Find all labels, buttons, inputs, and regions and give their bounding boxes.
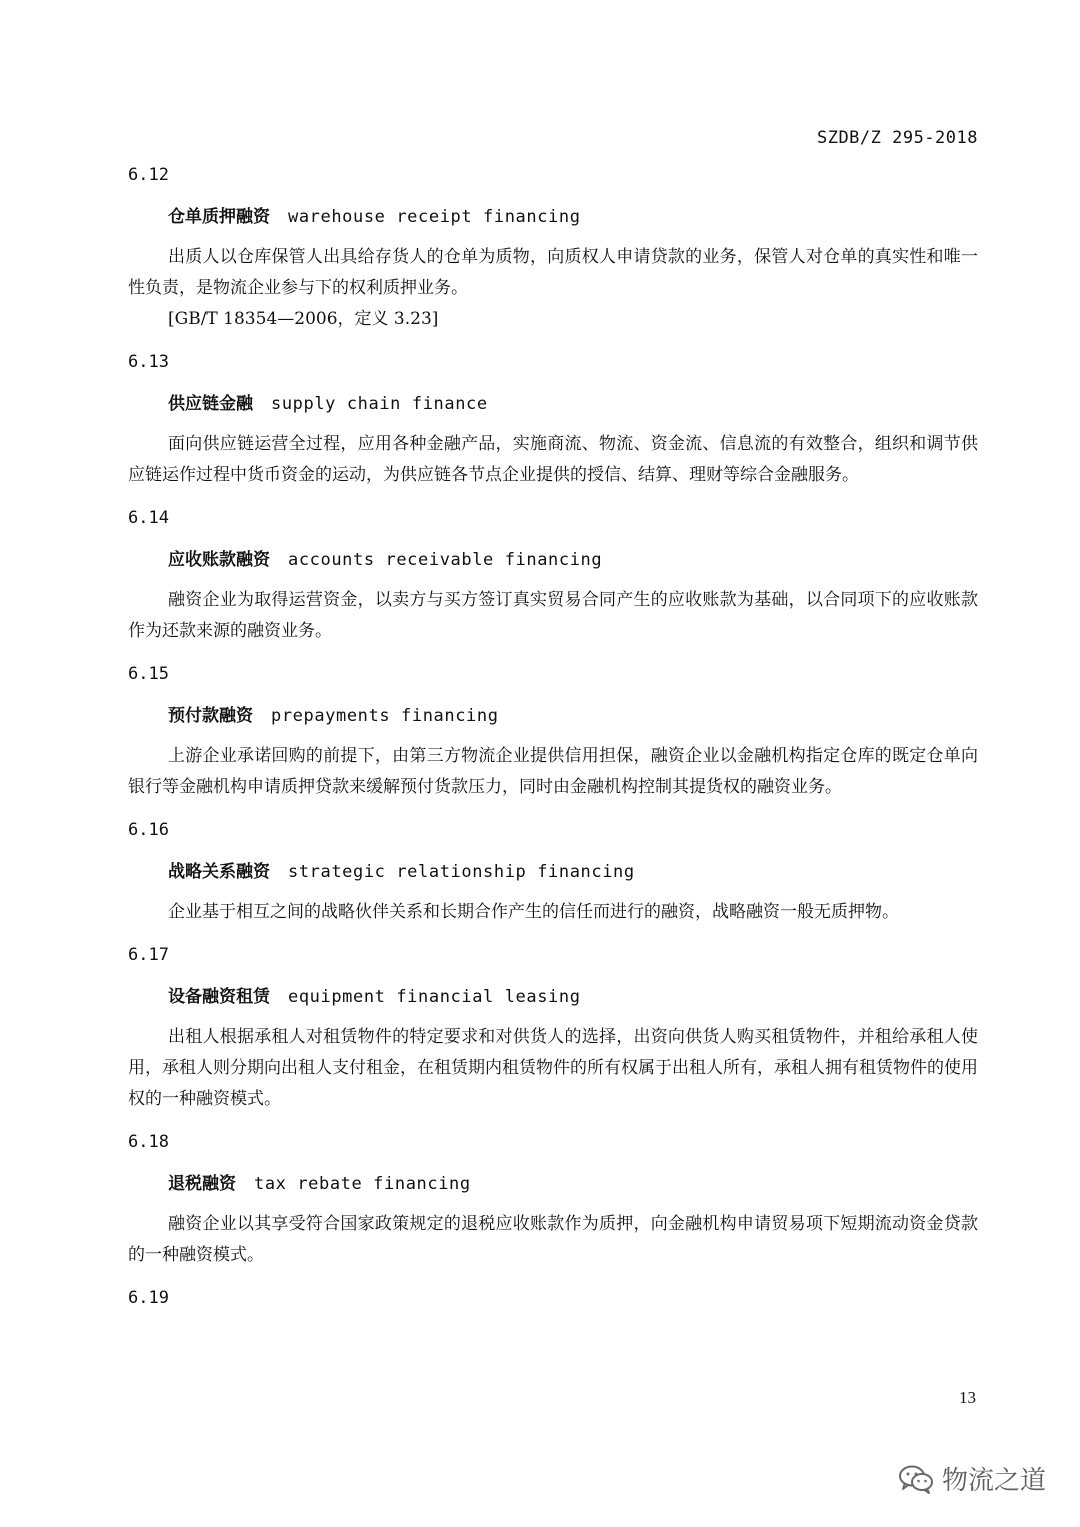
clause-number: 6.16 [128, 820, 169, 840]
term-title [128, 1169, 978, 1199]
term-definition: 面向供应链运营全过程，应用各种金融产品，实施商流、物流、资金流、信息流的有效整合，组织和调节供应链运作过程中货币资金的运动，为供应链各节点企业提供的授信、结算、理财等综合金融服务。 [128, 434, 978, 485]
term-entry-6-17 [128, 940, 978, 1115]
term-chinese: 预付款融资 [168, 706, 253, 726]
term-english: strategic relationship financing [288, 862, 635, 882]
term-definition: 出质人以仓库保管人出具给存货人的仓单为质物，向质权人申请贷款的业务，保管人对仓单的真实性和唯一性负责，是物流企业参与下的权利质押业务。 [128, 247, 978, 298]
term-entry-6-12 [128, 160, 978, 335]
term-title [128, 701, 978, 731]
term-english: warehouse receipt financing [288, 207, 581, 227]
term-entry-6-15 [128, 659, 978, 803]
document-code: SZDB/Z 295-2018 [816, 128, 978, 148]
clause-number: 6.17 [128, 945, 169, 965]
term-entry-6-13 [128, 347, 978, 491]
term-definition: 出租人根据承租人对租赁物件的特定要求和对供货人的选择，出资向供货人购买租赁物件，并租给承租人使用，承租人则分期向出租人支付租金，在租赁期内租赁物件的所有权属于出租人所有，承租人拥有租赁物件的使用权的一种融资模式。 [128, 1027, 978, 1109]
clause-number-next: 6.19 [128, 1288, 169, 1308]
watermark-text: 物流之道 [941, 1466, 1046, 1496]
term-entry-6-18 [128, 1127, 978, 1271]
term-english: supply chain finance [271, 394, 488, 414]
term-definition: 上游企业承诺回购的前提下，由第三方物流企业提供信用担保，融资企业以金融机构指定仓库的既定仓单向银行等金融机构申请质押贷款来缓解预付货款压力，同时由金融机构控制其提货权的融资业务。 [128, 746, 978, 797]
term-title [128, 545, 978, 575]
watermark [898, 1460, 1046, 1497]
term-entry-6-14 [128, 503, 978, 647]
clause-number: 6.15 [128, 664, 169, 684]
term-reference: [GB/T 18354—2006，定义 3.23] [168, 309, 439, 329]
term-definition: 融资企业为取得运营资金，以卖方与买方签订真实贸易合同产生的应收账款为基础，以合同项下的应收账款作为还款来源的融资业务。 [128, 590, 978, 641]
term-title [128, 857, 978, 887]
term-english: prepayments financing [271, 706, 499, 726]
page-number: 13 [959, 1388, 976, 1407]
term-definition: 企业基于相互之间的战略伙伴关系和长期合作产生的信任而进行的融资，战略融资一般无质押物。 [168, 902, 899, 922]
term-definition: 融资企业以其享受符合国家政策规定的退税应收账款作为质押，向金融机构申请贸易项下短期流动资金贷款的一种融资模式。 [128, 1214, 978, 1265]
term-chinese: 供应链金融 [168, 394, 253, 414]
clause-number: 6.12 [128, 165, 169, 185]
term-chinese: 应收账款融资 [168, 550, 270, 570]
clause-number: 6.13 [128, 352, 169, 372]
wechat-icon [898, 1464, 934, 1494]
term-title [128, 389, 978, 419]
clause-number: 6.14 [128, 508, 169, 528]
terms-section [128, 160, 978, 1325]
term-english: equipment financial leasing [288, 987, 581, 1007]
term-chinese: 退税融资 [168, 1174, 236, 1194]
term-title [128, 982, 978, 1012]
term-chinese: 仓单质押融资 [168, 207, 270, 227]
term-english: accounts receivable financing [288, 550, 603, 570]
term-entry-6-16 [128, 815, 978, 928]
term-title [128, 202, 978, 232]
term-chinese: 战略关系融资 [168, 862, 270, 882]
clause-number: 6.18 [128, 1132, 169, 1152]
term-chinese: 设备融资租赁 [168, 987, 270, 1007]
term-english: tax rebate financing [254, 1174, 471, 1194]
